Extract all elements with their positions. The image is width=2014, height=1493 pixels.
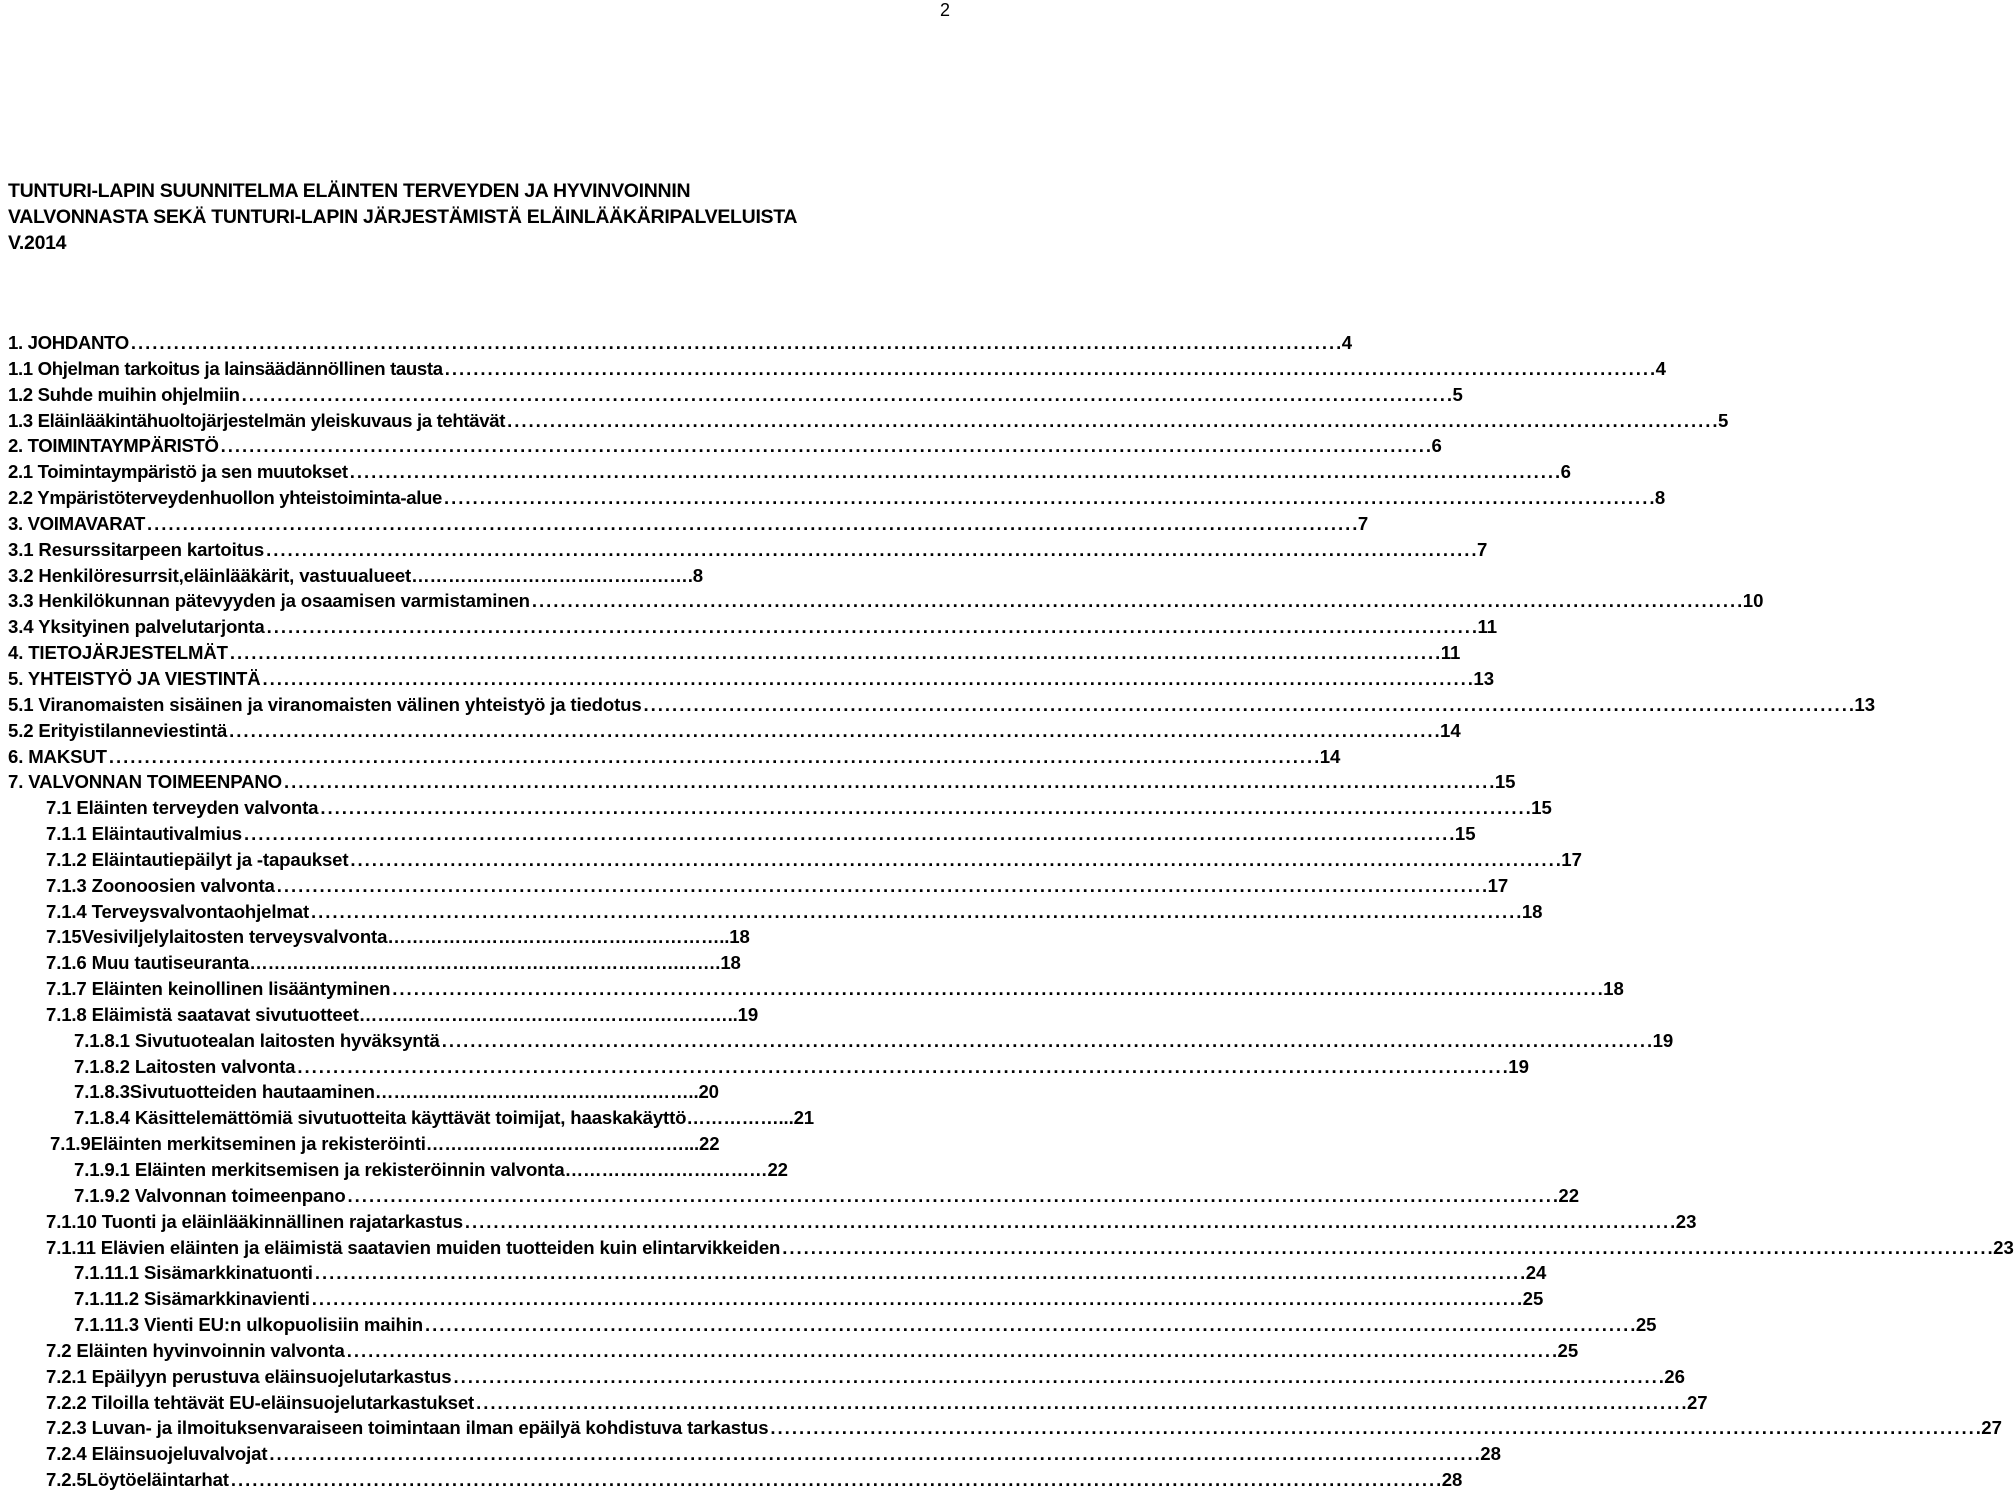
toc-leader-dots xyxy=(229,718,1438,744)
toc-leader-dots xyxy=(277,873,1486,899)
toc-entry-page: 19 xyxy=(1652,1029,1674,1051)
toc-leader-dots xyxy=(532,588,1741,614)
toc-entry-page: 27 xyxy=(1686,1391,1708,1413)
title-line: TUNTURI-LAPIN SUUNNITELMA ELÄINTEN TERVEYDEN JA HYVINVOINNIN xyxy=(8,180,691,202)
toc-entry[interactable] xyxy=(8,1235,2014,1261)
toc-entry[interactable] xyxy=(8,511,1369,537)
table-of-contents xyxy=(8,330,2014,1493)
toc-entry-title: 7.2.1 Epäilyyn perustuva eläinsuojelutarkastus xyxy=(46,1365,452,1387)
toc-entry-page: 7 xyxy=(1357,512,1369,534)
toc-entry-page: 14 xyxy=(1319,745,1341,767)
toc-entry-title: 1.1 Ohjelman tarkoitus ja lainsäädännöllinen tausta xyxy=(8,357,443,379)
toc-entry-page: 25 xyxy=(1522,1288,1544,1310)
toc-entry-title: 7.1.10 Tuonti ja eläinlääkinnällinen rajatarkastus xyxy=(46,1210,463,1232)
toc-entry-title: 7.1.11.3 Vienti EU:n ulkopuolisiin maihin xyxy=(74,1314,423,1336)
toc-entry[interactable] xyxy=(8,1183,1580,1209)
toc-entry[interactable] xyxy=(8,899,1543,925)
toc-entry[interactable] xyxy=(8,1390,1708,1416)
toc-entry-page: 4 xyxy=(1341,332,1353,353)
toc-entry[interactable] xyxy=(8,1467,1463,1493)
toc-entry[interactable] xyxy=(8,847,1582,873)
toc-entry-title: 7.1.8.4 Käsittelemättömiä sivutuotteita käyttävät toimijat, haaskakäyttö……………...21 xyxy=(74,1107,814,1129)
toc-entry-title: 1.3 Eläinlääkintähuoltojärjestelmän yleiskuvaus ja tehtävät xyxy=(8,409,506,431)
toc-entry[interactable] xyxy=(8,1260,1547,1286)
toc-entry[interactable] xyxy=(8,795,1552,821)
toc-entry-page: 11 xyxy=(1440,642,1461,664)
toc-entry[interactable] xyxy=(8,1028,1674,1054)
toc-entry-page: 6 xyxy=(1431,435,1442,457)
toc-entry[interactable] xyxy=(8,1415,2002,1441)
toc-entry-page: 17 xyxy=(1561,848,1582,870)
toc-entry-title: 7.1.4 Terveysvalvontaohjelmat xyxy=(46,900,309,922)
toc-leader-dots xyxy=(221,433,1430,459)
toc-entry-title: 7.1.9.2 Valvonnan toimeenpano xyxy=(74,1184,346,1206)
toc-entry-title: 7.1.8.1 Sivutuotealan laitosten hyväksyntä xyxy=(74,1029,440,1051)
toc-entry-title: 7.1.1 Eläintautivalmius xyxy=(46,823,242,845)
toc-leader-dots xyxy=(476,1390,1685,1416)
toc-entry[interactable] xyxy=(8,1079,954,1105)
toc-leader-dots xyxy=(263,666,1472,692)
toc-leader-dots xyxy=(230,640,1439,666)
toc-entry-title: 7.2 Eläinten hyvinvoinnin valvonta xyxy=(46,1339,345,1361)
toc-entry[interactable] xyxy=(8,408,1729,434)
toc-entry-page: 23 xyxy=(1993,1236,2014,1258)
toc-leader-dots xyxy=(109,744,1318,770)
toc-entry-title: 2.1 Toimintaympäristö ja sen muutokset xyxy=(8,461,348,483)
toc-entry-title: 7.2.2 Tiloilla tehtävät EU-eläinsuojelutarkastukset xyxy=(46,1391,475,1413)
toc-entry-page: 4 xyxy=(1655,357,1666,379)
toc-entry-title: 7.1.2 Eläintautiepäilyt ja -tapaukset xyxy=(46,848,349,870)
toc-entry[interactable] xyxy=(8,588,1764,614)
toc-leader-dots xyxy=(465,1209,1674,1235)
toc-entry-title: 7.1.8.3Sivutuotteiden hautaaminen……………………………………………..20 xyxy=(74,1081,719,1103)
toc-entry-page: 7 xyxy=(1476,538,1488,560)
toc-entry[interactable] xyxy=(8,1364,1685,1390)
toc-entry-page: 5 xyxy=(1717,409,1729,431)
toc-entry[interactable] xyxy=(8,537,1488,563)
toc-entry-page: 10 xyxy=(1742,590,1764,612)
toc-entry-title: 7.1.3 Zoonoosien valvonta xyxy=(46,874,275,896)
toc-leader-dots xyxy=(782,1235,1991,1261)
toc-entry-title: 3.1 Resurssitarpeen kartoitus xyxy=(8,538,265,560)
toc-entry-page: 11 xyxy=(1477,616,1498,638)
toc-entry[interactable] xyxy=(8,1157,954,1183)
toc-entry-title: 7.1.9Eläinten merkitseminen ja rekisteröinti……………………………………...22 xyxy=(50,1133,720,1155)
toc-entry-page: 17 xyxy=(1487,874,1509,896)
toc-entry-title: 3.3 Henkilökunnan pätevyyden ja osaamisen varmistaminen xyxy=(8,590,530,612)
toc-entry-page: 8 xyxy=(1654,487,1666,509)
toc-leader-dots xyxy=(444,485,1653,511)
toc-entry[interactable] xyxy=(8,1105,954,1131)
toc-entry-page: 5 xyxy=(1452,383,1463,405)
toc-leader-dots xyxy=(315,1260,1524,1286)
toc-entry[interactable] xyxy=(8,485,1666,511)
toc-entry[interactable] xyxy=(8,356,1666,382)
toc-entry[interactable] xyxy=(8,1441,1501,1467)
toc-entry-page: 14 xyxy=(1440,719,1461,741)
toc-leader-dots xyxy=(770,1415,1979,1441)
toc-leader-dots xyxy=(131,330,1340,356)
toc-entry-page: 25 xyxy=(1557,1339,1579,1361)
toc-entry-page: 28 xyxy=(1480,1443,1501,1465)
toc-entry-title: 7.1.11.2 Sisämarkkinavienti xyxy=(74,1288,310,1310)
toc-leader-dots xyxy=(320,795,1529,821)
toc-entry-title: 7.1.11.1 Sisämarkkinatuonti xyxy=(74,1262,313,1284)
toc-entry[interactable] xyxy=(8,718,1461,744)
toc-entry-page: 15 xyxy=(1494,771,1516,793)
toc-entry[interactable] xyxy=(8,459,1571,485)
toc-entry[interactable] xyxy=(8,1131,954,1157)
toc-entry[interactable] xyxy=(8,563,954,589)
toc-leader-dots xyxy=(425,1312,1634,1338)
toc-leader-dots xyxy=(507,408,1716,434)
toc-entry-page: 26 xyxy=(1664,1365,1685,1387)
toc-entry-page: 28 xyxy=(1441,1469,1463,1491)
toc-entry-title: 7.1 Eläinten terveyden valvonta xyxy=(46,797,319,819)
toc-entry-title: 5. YHTEISTYÖ JA VIESTINTÄ xyxy=(8,667,261,689)
toc-leader-dots xyxy=(453,1364,1662,1390)
toc-entry[interactable] xyxy=(8,950,954,976)
toc-leader-dots xyxy=(147,511,1356,537)
toc-entry[interactable] xyxy=(8,614,1498,640)
toc-entry-title: 7.15Vesiviljelylaitosten terveysvalvonta………………………………………………..18 xyxy=(46,926,750,948)
toc-leader-dots xyxy=(242,382,1451,408)
toc-entry[interactable] xyxy=(8,433,1442,459)
toc-entry[interactable] xyxy=(8,382,1463,408)
toc-entry-title: 2.2 Ympäristöterveydenhuollon yhteistoiminta-alue xyxy=(8,487,443,509)
toc-entry-title: 3.2 Henkilöresurrsit,eläinlääkärit, vastuualueet……………………………………….8 xyxy=(8,564,703,586)
toc-entry-page: 27 xyxy=(1981,1417,2002,1439)
page-number: 2 xyxy=(939,0,950,20)
document-title xyxy=(8,178,948,256)
title-line: V.2014 xyxy=(8,232,67,254)
toc-entry-title: 7.1.6 Muu tautiseuranta…………………………………………………………….…….18 xyxy=(46,952,741,974)
toc-leader-dots xyxy=(348,1183,1557,1209)
toc-entry-page: 13 xyxy=(1854,693,1876,715)
toc-leader-dots xyxy=(350,847,1559,873)
toc-leader-dots xyxy=(392,976,1601,1002)
toc-entry-page: 15 xyxy=(1531,797,1552,819)
toc-leader-dots xyxy=(312,1286,1521,1312)
toc-entry[interactable] xyxy=(8,1002,954,1028)
toc-entry-page: 18 xyxy=(1603,978,1624,1000)
toc-entry-page: 19 xyxy=(1508,1055,1529,1077)
toc-entry-page: 22 xyxy=(1558,1184,1580,1206)
toc-entry-page: 25 xyxy=(1635,1314,1657,1336)
toc-entry[interactable] xyxy=(8,666,1495,692)
toc-entry-title: 2. TOIMINTAYMPÄRISTÖ xyxy=(8,435,219,457)
toc-entry[interactable] xyxy=(8,924,954,950)
toc-entry-title: 7.2.3 Luvan- ja ilmoituksenvaraiseen toimintaan ilman epäilyä kohdistuva tarkastus xyxy=(46,1417,769,1439)
toc-entry[interactable] xyxy=(8,769,1516,795)
toc-entry-page: 15 xyxy=(1454,823,1476,845)
toc-entry-title: 7. VALVONNAN TOIMEENPANO xyxy=(8,771,282,793)
toc-entry-title: 4. TIETOJÄRJESTELMÄT xyxy=(8,642,228,664)
toc-leader-dots xyxy=(445,356,1654,382)
toc-entry[interactable] xyxy=(8,1312,1657,1338)
toc-entry-title: 7.2.5Löytöeläintarhat xyxy=(46,1469,229,1491)
toc-entry-title: 1.2 Suhde muihin ohjelmiin xyxy=(8,383,240,405)
toc-entry-title: 5.2 Erityistilanneviestintä xyxy=(8,719,228,741)
toc-entry-title: 7.1.7 Eläinten keinollinen lisääntyminen xyxy=(46,978,391,1000)
toc-entry-title: 1. JOHDANTO xyxy=(8,332,129,353)
toc-entry-title: 7.1.11 Elävien eläinten ja eläimistä saatavien muiden tuotteiden kuin elintarvikkeiden xyxy=(46,1236,781,1258)
toc-entry[interactable] xyxy=(8,330,1353,356)
toc-leader-dots xyxy=(267,614,1476,640)
toc-leader-dots xyxy=(347,1338,1556,1364)
toc-leader-dots xyxy=(231,1467,1440,1493)
toc-entry-page: 18 xyxy=(1521,900,1543,922)
toc-entry-page: 23 xyxy=(1675,1210,1697,1232)
toc-entry-title: 5.1 Viranomaisten sisäinen ja viranomaisten välinen yhteistyö ja tiedotus xyxy=(8,693,642,715)
toc-entry[interactable] xyxy=(8,976,1624,1002)
toc-leader-dots xyxy=(266,537,1475,563)
toc-entry[interactable] xyxy=(8,821,1476,847)
toc-entry-title: 7.2.4 Eläinsuojeluvalvojat xyxy=(46,1443,268,1465)
toc-entry-page: 24 xyxy=(1525,1262,1547,1284)
toc-entry-title: 3.4 Yksityinen palvelutarjonta xyxy=(8,616,265,638)
toc-entry[interactable] xyxy=(8,640,1461,666)
toc-entry-title: 7.1.8.2 Laitosten valvonta xyxy=(74,1055,296,1077)
toc-entry[interactable] xyxy=(8,692,1876,718)
toc-entry[interactable] xyxy=(8,1209,1697,1235)
toc-entry[interactable] xyxy=(8,744,1341,770)
toc-entry[interactable] xyxy=(8,1338,1579,1364)
toc-leader-dots xyxy=(350,459,1559,485)
toc-leader-dots xyxy=(442,1028,1651,1054)
toc-entry-page: 13 xyxy=(1473,667,1495,689)
toc-entry-page: 6 xyxy=(1560,461,1571,483)
toc-leader-dots xyxy=(284,769,1493,795)
toc-entry-title: 6. MAKSUT xyxy=(8,745,107,767)
title-line: VALVONNASTA SEKÄ TUNTURI-LAPIN JÄRJESTÄMISTÄ ELÄINLÄÄKÄRIPALVELUISTA xyxy=(8,206,798,228)
toc-leader-dots xyxy=(644,692,1853,718)
toc-entry-title: 7.1.8 Eläimistä saatavat sivutuotteet……………………………………………………..19 xyxy=(46,1003,759,1025)
toc-entry-title: 3. VOIMAVARAT xyxy=(8,512,145,534)
toc-leader-dots xyxy=(311,899,1520,925)
toc-entry[interactable] xyxy=(8,1286,1544,1312)
toc-leader-dots xyxy=(244,821,1453,847)
toc-leader-dots xyxy=(297,1054,1506,1080)
toc-entry-title: 7.1.9.1 Eläinten merkitsemisen ja rekisteröinnin valvonta……………………………22 xyxy=(74,1159,788,1180)
toc-entry[interactable] xyxy=(8,873,1509,899)
toc-leader-dots xyxy=(269,1441,1478,1467)
toc-entry[interactable] xyxy=(8,1054,1529,1080)
